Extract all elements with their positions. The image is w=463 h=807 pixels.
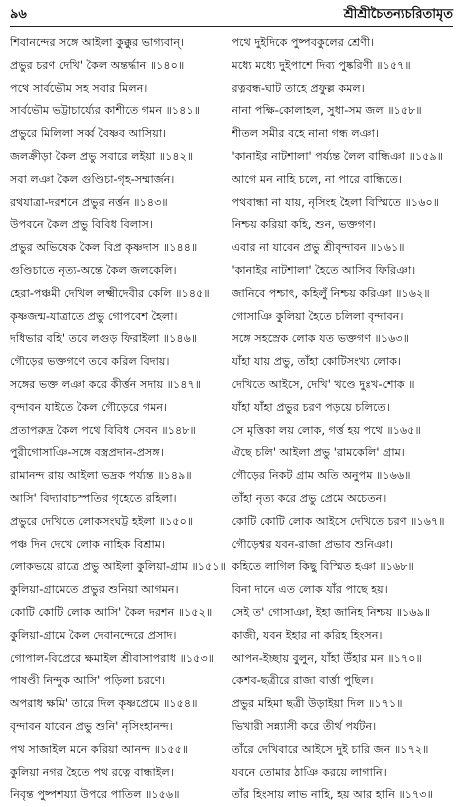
text-columns [10, 32, 453, 807]
verse-line: দধিভার বহি' তবে লগুড় ফিরাইলা ॥১৪৬॥ [10, 332, 198, 346]
verse-line: রামানন্দ রায় আইলা ভদ্রক পর্য্যন্ত ॥১৪৯॥ [10, 469, 192, 483]
verse-line: নিশ্চয় করিয়া কহি, শুন, ভক্তগণ। [231, 218, 376, 232]
verse-line: সেই ত' গোসাঞা, ইহা জানিহ নিশ্চয় ॥১৬৯॥ [231, 605, 431, 619]
verse-line: এবার না যাবেন প্রভু শ্রীবৃন্দাবন ॥১৬১॥ [231, 241, 405, 255]
verse-line: ঐছে চলি' আইলা প্রভু 'রামকেলি' গ্রাম। [231, 446, 405, 460]
verse-line: পথে সার্বভৌম সহ সবার মিলন। [10, 81, 148, 95]
verse-line: কুলিয়া-গ্রামেতে প্রভুর শুনিয়া আগমন। [10, 583, 179, 597]
verse-line: জানিবে পশ্চাৎ, কহিলুঁ নিশ্চয় করিঞা ॥১৬২॥ [231, 286, 430, 300]
verse-line: গৌড়ের ভক্তগণে তবে করিল বিদায়। [10, 355, 170, 369]
verse-line: কুলিয়া নগর হৈতে পথ রত্নে বান্ধাইল। [10, 765, 174, 779]
verse-line: গুণ্ডিচাতে নৃত্য-অন্তে কৈল জলকেলি। [10, 263, 177, 277]
verse-line: গৌড়ের নিকট গ্রাম অতি অনুপম ॥১৬৬॥ [231, 469, 411, 483]
verse-line: কুলিয়া-গ্রামে কৈল দেবানন্দেরে প্রসাদ। [10, 628, 177, 642]
verse-line: শিবানন্দের সঙ্গে আইলা কুক্কুর ভাগ্যবান্। [10, 36, 185, 49]
verse-line: কেশব-ছত্রীরে রাজা বার্ত্তা পুছিল। [231, 674, 374, 688]
verse-line: আপন-ইচ্ছায় বুলুন, যাঁহা উঁহার মন ॥১৭০॥ [231, 651, 422, 665]
verse-line: পথবান্ধা না যায়, নৃসিংহ হৈলা বিস্মিতে ॥১৬০॥ [231, 195, 440, 209]
verse-line: প্রভুর চরণ দেখি' কৈল অন্তর্দ্ধান ॥১৪০॥ [10, 58, 185, 72]
verse-line: উপবনে কৈল প্রভু বিবিধ বিলাস। [10, 218, 153, 232]
right-column [232, 32, 454, 807]
verse-line: হেরা-পঞ্চমী দেখিল লক্ষ্মীদেবীর কেলি ॥১৪৫॥ [10, 286, 210, 300]
verse-line: 'কানাইর নাটশালা' হৈতে আসিব ফিরিঞা। [231, 263, 416, 277]
verse-line: প্রভুরে মিলিলা সর্ব্ব বৈষ্ণব আসিয়া। [10, 127, 167, 141]
verse-line: বিনা দানে এত লোক যাঁর পাছে হয়। [231, 583, 388, 597]
verse-line: 'কানাইর নাটশালা' পর্য্যন্ত লৈল বান্ধিঞা ॥১৫৯॥ [231, 149, 444, 163]
verse-line: রত্নবন্ধ-ঘাট তাহে প্রফুল্ল কমল। [231, 81, 365, 95]
left-column [10, 32, 232, 807]
verse-line: নিবৃন্ত পুষ্পশয্যা উপরে পাতিল ॥১৫৬॥ [10, 788, 180, 802]
verse-line: তাঁরে দেখিবারে আইসে দুই চারি জন ॥১৭২॥ [231, 742, 429, 756]
verse-line: ভিখারী সন্ন্যাসী করে তীর্থ পর্যটন। [231, 719, 377, 733]
verse-line: সঙ্গের ভক্ত লঞা করে কীর্ত্তন সদায় ॥১৪৭॥ [10, 377, 202, 391]
verse-line: কাজী, যবন ইহার না করিহ হিংসন। [231, 628, 383, 642]
verse-line: প্রভুর মহিমা ছত্রী উড়াইয়া দিল ॥১৭১॥ [231, 697, 403, 711]
verse-line: কৃষ্ণজন্ম-যাত্রাতে প্রভু গোপবেশ হৈলা। [10, 309, 178, 323]
verse-line: প্রভুর অভিষেক কৈল বিপ্র কৃষ্ণদাস ॥১৪৪॥ [10, 241, 198, 255]
verse-line: সবা লঞা কৈল গুণ্ডিচা-গৃহ-সম্মার্জন। [10, 172, 175, 186]
verse-line: প্রতাপরুদ্র কৈল পথে বিবিধ সেবন ॥১৪৮॥ [10, 423, 196, 437]
verse-line: সঙ্গে সহস্রেক লোক যত ভক্তগণ ॥১৬৩॥ [231, 332, 410, 346]
verse-line: কহিতে লাগিল কিছু বিস্মিত হঞা ॥১৬৮॥ [231, 560, 414, 574]
verse-line: কোটি কোটি লোক আইসে দেখিতে চরণ ॥১৬৭॥ [231, 514, 445, 528]
verse-line: আগে মন নাহি চলে, না পারে বান্ধিতে। [231, 172, 402, 186]
page-number: ৯৬ [10, 7, 27, 22]
verse-line: পুরীগোসাঞি-সঙ্গে বস্ত্রপ্রদান-প্রসঙ্গ। [10, 446, 164, 460]
verse-line: আসি' বিদ্যাবাচস্পতির গৃহেতে রহিলা। [10, 491, 177, 505]
page-header [10, 4, 453, 27]
verse-line: কোটি কোটি লোক আসি' কৈল দরশন ॥১৫২॥ [10, 605, 213, 619]
verse-line: সার্বভৌম ভট্টাচার্য্যের কাশীতে গমন ॥১৪১॥ [10, 104, 201, 118]
verse-line: জলক্রীড়া কৈল প্রভু সবারে লইয়া ॥১৪২॥ [10, 149, 194, 163]
verse-line: যবনে তোমার ঠাঞি করয়ে লাগানি। [231, 765, 387, 779]
verse-line: গৌড়েশ্বর যবন-রাজা প্রভাব শুনিঞা। [231, 537, 394, 551]
verse-line: পঞ্চ দিন দেখে লোক নাহিক বিশ্রাম। [10, 537, 165, 551]
verse-line: বৃন্দাবন যাবেন প্রভু শুনি' নৃসিংহানন্দ। [10, 719, 173, 733]
verse-line: রথযাত্রা-দরশনে প্রভুর নর্ত্তন ॥১৪৩॥ [10, 195, 168, 209]
verse-line: তাঁর হিংসায় লাভ নাহি, হয় আর হানি ॥১৭৩॥ [231, 788, 433, 802]
verse-line: নানা পক্ষি-কোলাহল, সুধা-সম জল ॥১৫৮॥ [231, 104, 422, 118]
verse-line: সে মৃত্তিকা লয় লোক, গর্ত্ত হয় পথে ॥১৬৫॥ [231, 423, 421, 437]
verse-line: গোসাঞি কুলিয়া হৈতে চলিলা বৃন্দাবন। [231, 309, 404, 323]
verse-line: যাঁহা যায় প্রভু, তাঁহা কোটিসংখ্য লোক। [231, 355, 402, 369]
book-title: শ্রীশ্রীচৈতন্যচরিতামৃত [343, 7, 453, 22]
verse-line: লোকভয়ে রাত্রে প্রভু আইলা কুলিয়া-গ্রাম ॥১৫১॥ [10, 560, 226, 574]
verse-line: অপরাধ ক্ষমি' তারে দিল কৃষ্ণপ্রেমে ॥১৫৪॥ [10, 697, 198, 711]
verse-line: প্রভুরে দেখিতে লোকসংঘট্ট হইলা ॥১৫০॥ [10, 514, 194, 528]
verse-line: শীতল সমীর বহে নানা গন্ধ লঞা। [231, 127, 379, 141]
verse-line: মধ্যে মধ্যে দুইপাশে দিব্য পুষ্করিণী ॥১৫৭॥ [231, 58, 411, 72]
verse-line: দেখিতে আইসে, দেখি' খণ্ডে দুঃখ-শোক ॥ [231, 377, 415, 391]
verse-line: তাঁহা নৃত্য করে প্রভু প্রেমে অচেতন। [231, 491, 387, 505]
verse-line: গোপাল-বিপ্রেরে ক্ষমাইল শ্রীবাসাপরাধ ॥১৫৩॥ [10, 651, 215, 665]
verse-line: পথ সাজাইল মনে করিয়া আনন্দ ॥১৫৫॥ [10, 742, 189, 756]
verse-line: পাষণ্ডী নিন্দুক আসি' পড়িলা চরণে। [10, 674, 166, 688]
verse-line: যাঁহা যাঁহা প্রভুর চরণ পড়য়ে চলিতে। [231, 400, 390, 414]
verse-line: বৃন্দাবন যাইতে কৈল গৌড়েরে গমন। [10, 400, 168, 414]
verse-line: পথে দুইদিকে পুষ্পবকুলের শ্রেণী। [231, 36, 375, 49]
